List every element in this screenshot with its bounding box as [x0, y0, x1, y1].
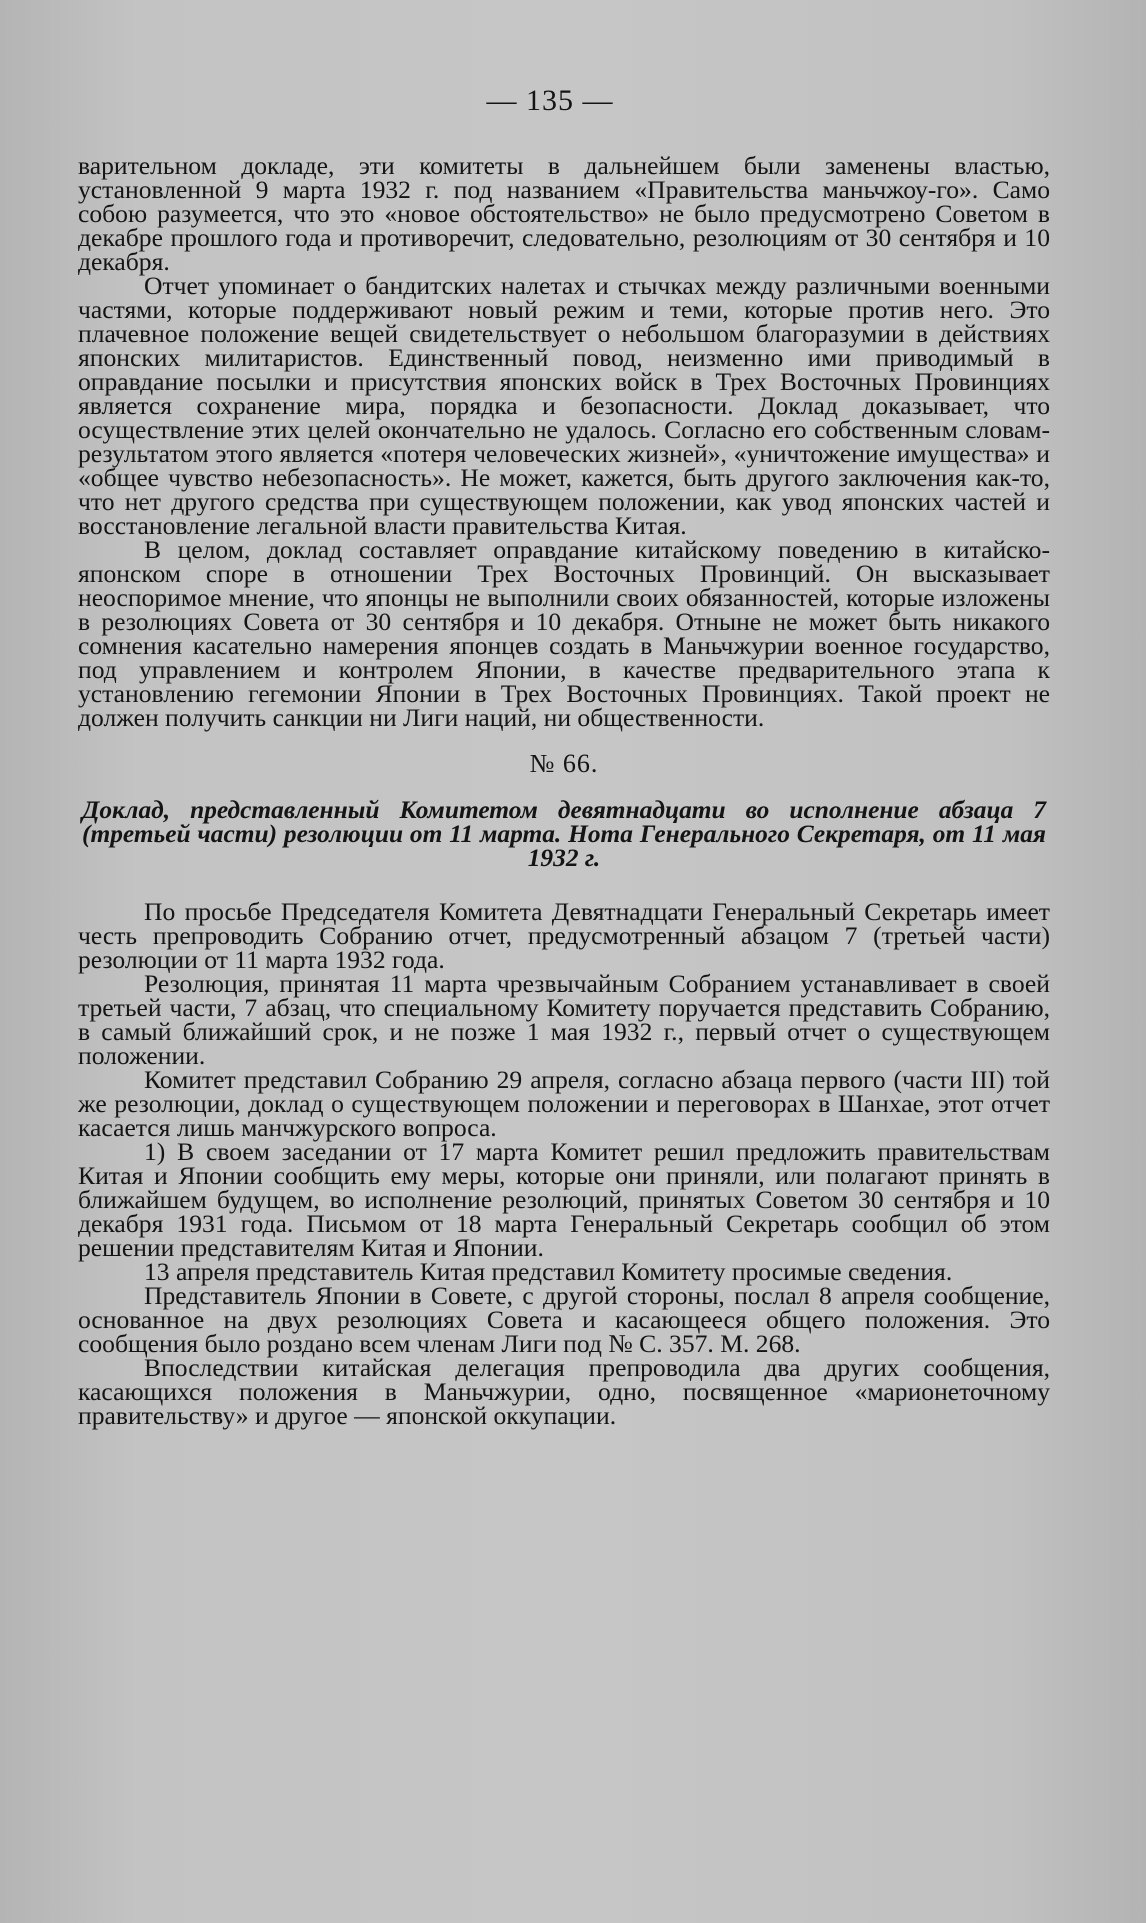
- paragraph: Представитель Японии в Совете, с другой стороны, послал 8 апреля сообщение, основанное на двух резолюциях Совета и касающееся общего положения. Это сообщения было роздано всем членам Лиги под № С. 357. М. 268.: [78, 1281, 1050, 1358]
- paragraph-continued: варительном докладе, эти комитеты в дальнейшем были заменены властью, установленной 9 марта 1932 г. под названием «Правительства маньчжоу-го». Само собою разумеется, что это «новое обстоятельство» не было предусмотрено Советом в декабре прошлого года и противоречит, следовательно, резолюциям от 30 сентября и 10 декабря.: [78, 151, 1050, 276]
- paragraph: 1) В своем заседании от 17 марта Комитет решил предложить правительствам Китая и Японии сообщить ему меры, которые они приняли, или полагают принять в ближайшем будущем, во исполнение резолюций, принятых Советом 30 сентября и 10 декабря 1931 года. Письмом от 18 марта Генеральный Секретарь сообщил об этом решении представителям Китая и Японии.: [78, 1137, 1050, 1262]
- document-number-text: № 66.: [529, 749, 599, 778]
- paragraph: Впоследствии китайская делегация препроводила два других сообщения, касающихся положения в Маньчжурии, одно, посвященное «марионеточному правительству» и другое — японской оккупации.: [78, 1353, 1050, 1430]
- document-title: Доклад, представленный Комитетом девятнадцати во исполнение абзаца 7 (третьей части) резолюции от 11 марта. Нота Генерального Секретаря, от 11 мая 1932 г.: [82, 796, 1046, 872]
- paragraph: По просьбе Председателя Комитета Девятнадцати Генеральный Секретарь имеет честь препроводить Собранию отчет, предусмотренный абзацом 7 (третьей части) резолюции от 11 марта 1932 года.: [78, 897, 1050, 974]
- paragraph: В целом, доклад составляет оправдание китайскому поведению в китайско-японском споре в отношении Трех Восточных Провинций. Он высказывает неоспоримое мнение, что японцы не выполнили своих обязанностей, которые изложены в резолюциях Совета от 30 сентября и 10 декабря. Отныне не может быть никакого сомнения касательно намерения японцев создать в Маньчжурии военное государство, под управлением и контролем Японии, в качестве предварительного этапа к установлению гегемонии Японии в Трех Восточных Провинциях. Такой проект не должен получить санкции ни Лиги наций, ни общественности.: [78, 535, 1050, 732]
- paragraph: 13 апреля представитель Китая представил Комитету просимые сведения.: [144, 1257, 953, 1286]
- paragraph: Отчет упоминает о бандитских налетах и стычках между различными военными частями, которые поддерживают новый режим и теми, которые против него. Это плачевное положение вещей свидетельствует о небольшом благоразумии в действиях японских милитаристов. Единственный повод, неизменно ими приводимый в оправдание посылки и присутствия японских войск в Трех Восточных Провинциях является сохранение мира, порядка и безопасности. Доклад доказывает, что осуществление этих целей окончательно не удалось. Согласно его собственным словам-результатом этого является «потеря человеческих жизней», «уничтожение имущества» и «общее чувство небезопасность». Не может, кажется, быть другого заключения как-то, что нет другого средства при существующем положении, как увод японских частей и восстановление легальной власти правительства Китая.: [78, 271, 1050, 540]
- document-number: [78, 749, 1050, 778]
- paragraph: Комитет представил Собранию 29 апреля, согласно абзаца первого (части III) той же резолюции, доклад о существующем положении и переговорах в Шанхае, этот отчет касается лишь манчжурского вопроса.: [78, 1065, 1050, 1142]
- paragraph: Резолюция, принятая 11 марта чрезвычайным Собранием устанавливает в своей третьей части, 7 абзац, что специальному Комитету поручается представить Собранию, в самый ближайший срок, и не позже 1 мая 1932 г., первый отчет о существующем положении.: [78, 969, 1050, 1070]
- page-text: [78, 151, 1050, 1430]
- page-number: — 135 —: [486, 84, 614, 117]
